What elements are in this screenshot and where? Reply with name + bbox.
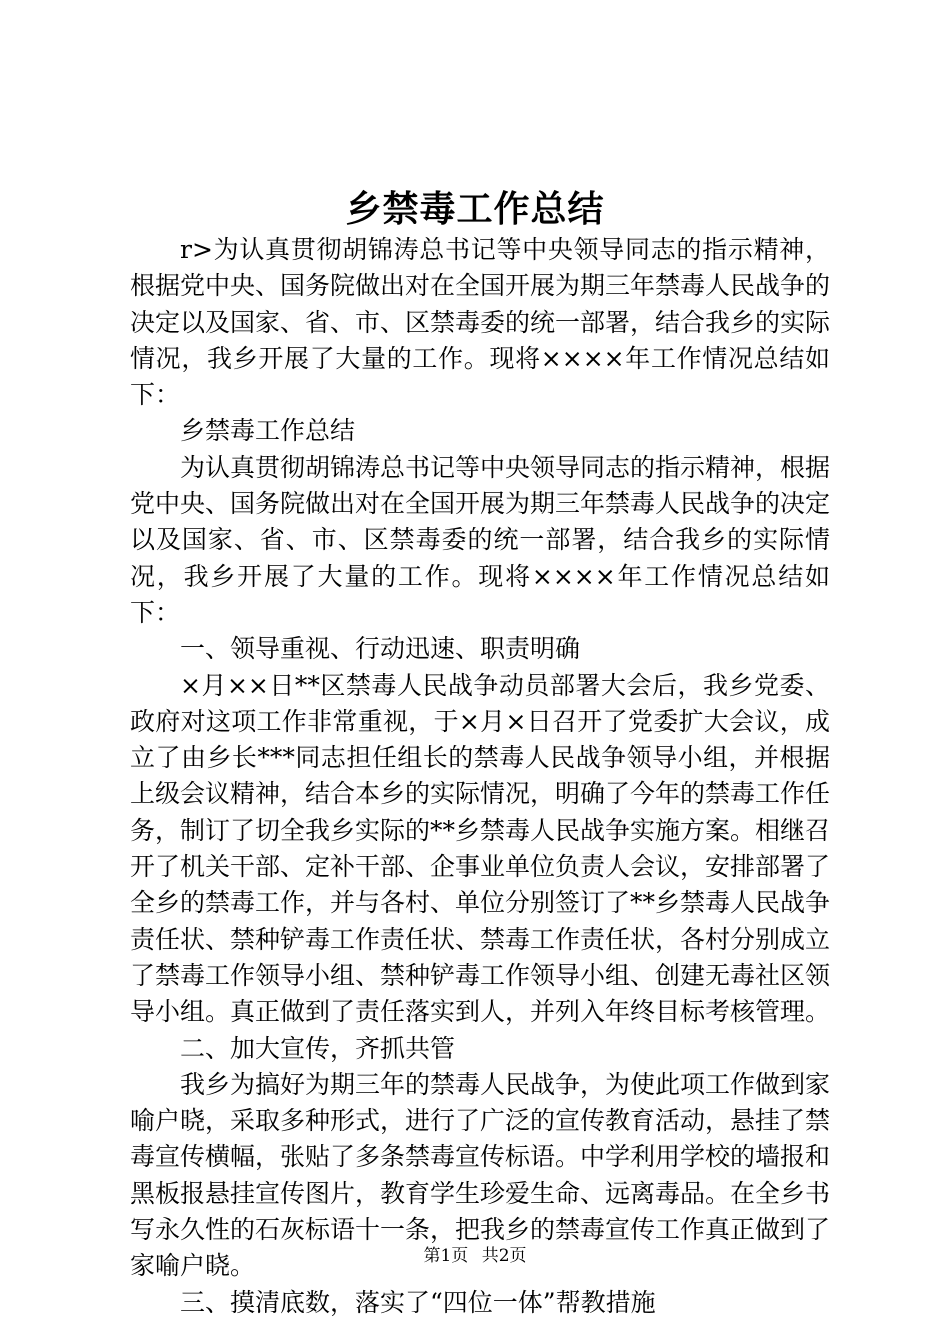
- paragraph-intro: r>为认真贯彻胡锦涛总书记等中央领导同志的指示精神，根据党中央、国务院做出对在全国开展为期三年禁毒人民战争的决定以及国家、省、市、区禁毒委的统一部署，结合我乡的实际情况，我乡开展了大量的工作。现将××××年工作情况总结如下：: [130, 235, 831, 410]
- section-heading-1: 一、领导重视、行动迅速、职责明确: [180, 634, 581, 664]
- page-total: 共2页: [481, 1246, 527, 1266]
- section-heading-2: 二、加大宣传，齐抓共管: [180, 1033, 456, 1063]
- paragraph-intro-repeat: 为认真贯彻胡锦涛总书记等中央领导同志的指示精神，根据党中央、国务院做出对在全国开展为期三年禁毒人民战争的决定以及国家、省、市、区禁毒委的统一部署，结合我乡的实际情况，我乡开展了大量的工作。现将××××年工作情况总结如下：: [130, 452, 831, 627]
- document-body: [130, 232, 830, 1321]
- section-heading-3: 三、摸清底数，落实了“四位一体”帮教措施: [180, 1287, 656, 1317]
- page-number: 第1页: [423, 1246, 469, 1266]
- paragraph-section-1: ×月××日**区禁毒人民战争动员部署大会后，我乡党委、政府对这项工作非常重视，于×月×日召开了党委扩大会议，成立了由乡长***同志担任组长的禁毒人民战争领导小组，并根据上级会议精神，结合本乡的实际情况，明确了今年的禁毒工作任务，制订了切全我乡实际的**乡禁毒人民战争实施方案。相继召开了机关干部、定补干部、企事业单位负责人会议，安排部署了全乡的禁毒工作，并与各村、单位分别签订了**乡禁毒人民战争责任状、禁种铲毒工作责任状、禁毒工作责任状，各村分别成立了禁毒工作领导小组、禁种铲毒工作领导小组、创建无毒社区领导小组。真正做到了责任落实到人，并列入年终目标考核管理。: [130, 670, 831, 1027]
- section-subtitle: 乡禁毒工作总结: [180, 416, 356, 446]
- document-title: 乡禁毒工作总结: [345, 188, 605, 230]
- paragraph-section-2: 我乡为搞好为期三年的禁毒人民战争，为使此项工作做到家喻户晓，采取多种形式，进行了广泛的宣传教育活动，悬挂了禁毒宣传横幅，张贴了多条禁毒宣传标语。中学利用学校的墙报和黑板报悬挂宣传图片，教育学生珍爱生命、远离毒品。在全乡书写永久性的石灰标语十一条，把我乡的禁毒宣传工作真正做到了家喻户晓。: [130, 1069, 831, 1281]
- page-footer: [0, 1244, 950, 1268]
